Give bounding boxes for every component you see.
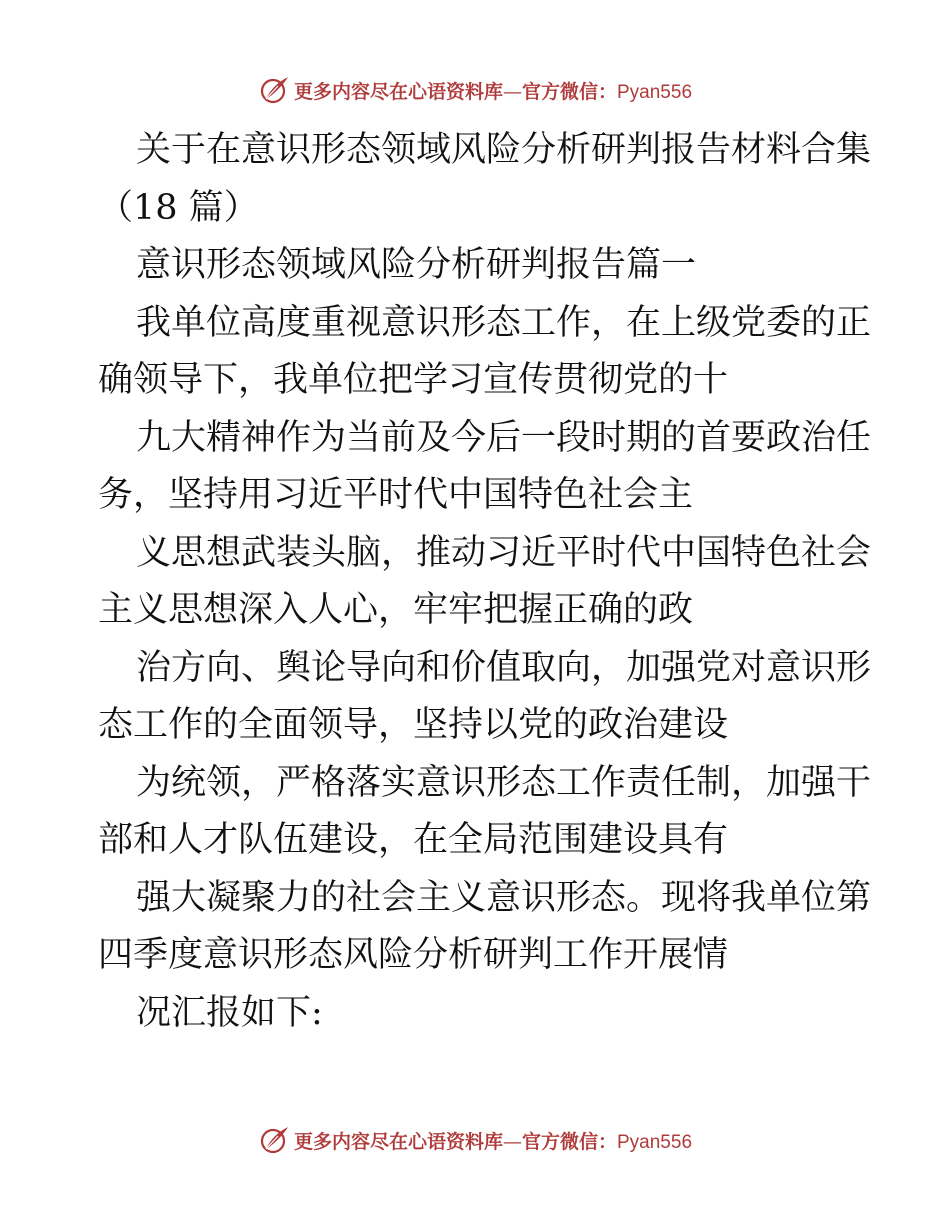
banner-promo: 更多内容尽在心语资料库	[293, 1130, 503, 1153]
paragraph-line: 强大凝聚力的社会主义意识形态。现将我单位第	[136, 877, 872, 918]
paragraph-line: 九大精神作为当前及今后一段时期的首要政治任	[136, 417, 872, 458]
document-title-line-1: 关于在意识形态领域风险分析研判报告材料合集	[136, 130, 872, 170]
banner-text	[294, 77, 692, 104]
banner-text	[294, 1127, 692, 1154]
banner-wechat-id: Pyan556	[617, 1131, 693, 1153]
section-heading: 意识形态领域风险分析研判报告篇一	[136, 245, 697, 285]
paragraph-line: 确领导下，我单位把学习宣传贯彻党的十	[98, 360, 729, 400]
paragraph-line: 务，坚持用习近平时代中国特色社会主	[98, 475, 694, 515]
document-title-line-2: （18 篇）	[98, 187, 259, 228]
paragraph-line: 义思想武装头脑，推动习近平时代中国特色社会	[136, 532, 872, 573]
banner-wechat-label: 官方微信：	[521, 80, 617, 103]
feather-pen-logo-icon	[258, 74, 290, 106]
banner-wechat-id: Pyan556	[617, 81, 693, 103]
paragraph-line: 为统领，严格落实意识形态工作责任制，加强干	[136, 762, 872, 803]
banner-separator: —	[502, 1130, 522, 1153]
paragraph-line: 主义思想深入人心，牢牢把握正确的政	[98, 590, 694, 630]
paragraph-line: 我单位高度重视意识形态工作，在上级党委的正	[136, 302, 872, 343]
banner-wechat-label: 官方微信：	[521, 1130, 617, 1153]
paragraph-line: 部和人才队伍建设，在全局范围建设具有	[98, 820, 729, 860]
header-banner	[0, 70, 950, 110]
paragraph-line: 治方向、舆论导向和价值取向，加强党对意识形	[136, 647, 872, 688]
paragraph-line: 况汇报如下:	[136, 992, 323, 1033]
paragraph-line: 四季度意识形态风险分析研判工作开展情	[98, 935, 729, 975]
paragraph-line: 态工作的全面领导，坚持以党的政治建设	[98, 705, 729, 745]
banner-separator: —	[502, 80, 522, 103]
banner-promo: 更多内容尽在心语资料库	[293, 80, 503, 103]
footer-banner	[0, 1120, 950, 1160]
document-body	[98, 122, 872, 1042]
feather-pen-logo-icon	[258, 1124, 290, 1156]
